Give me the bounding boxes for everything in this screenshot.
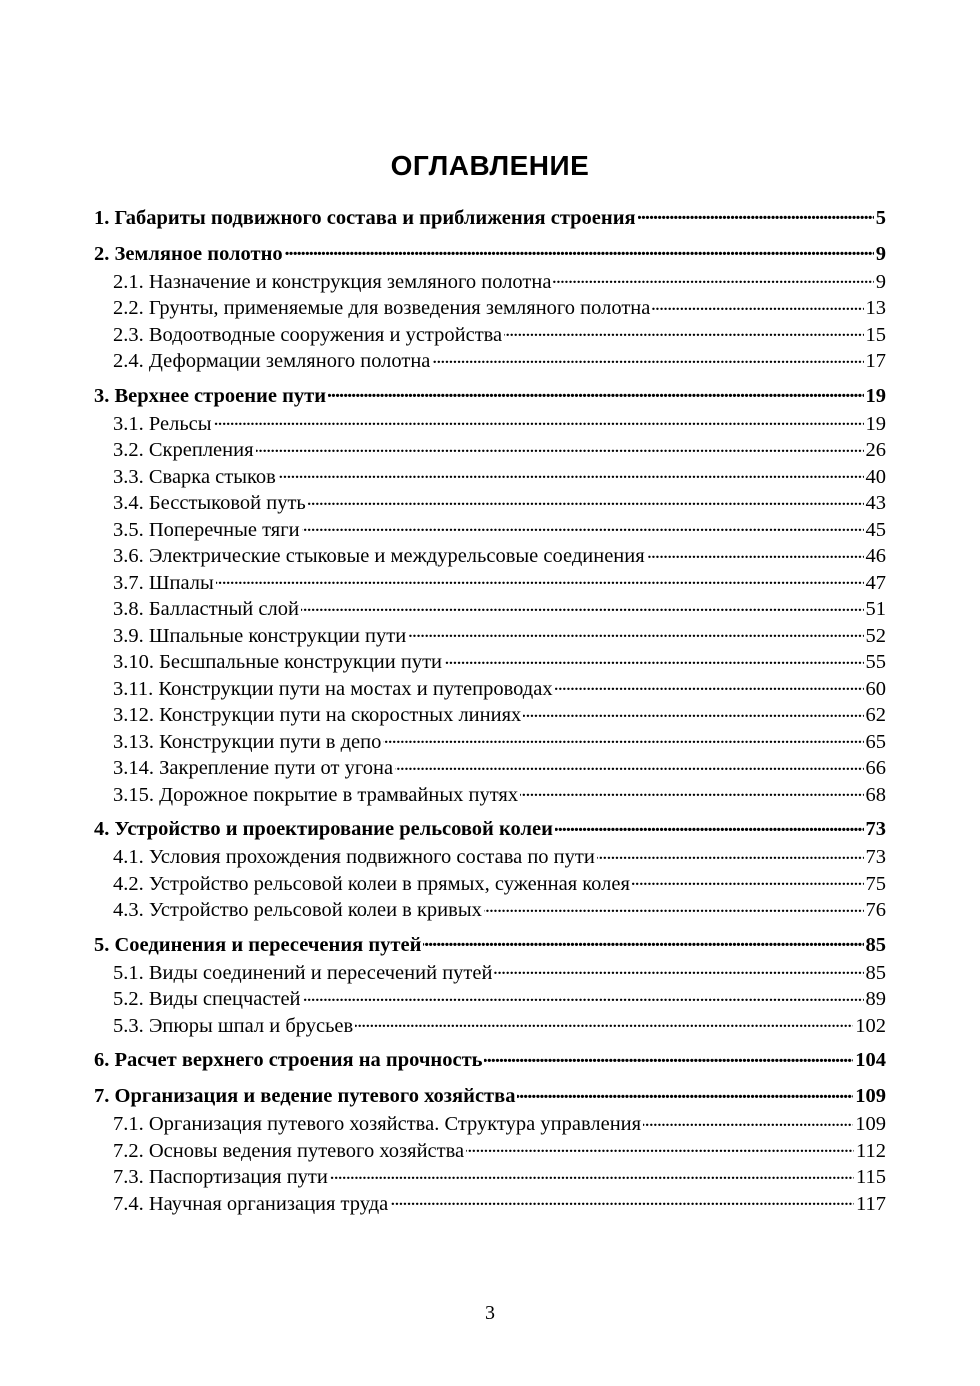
toc-page-number: 109	[855, 1113, 886, 1135]
toc-subsection-label: 3.9. Шпальные конструкции пути	[113, 624, 407, 647]
toc-page-number: 46	[865, 545, 886, 567]
toc-subsection-row[interactable]	[94, 462, 886, 489]
dot-leader	[214, 409, 864, 430]
toc-page-number: 9	[875, 242, 886, 265]
toc-page-number: 117	[856, 1192, 886, 1215]
toc-subsection-row[interactable]	[94, 701, 886, 728]
toc-subsection-row[interactable]	[94, 347, 886, 374]
toc-chapter-label: 4. Устройство и проектирование рельсовой колеи	[94, 818, 553, 840]
toc-subsection-row[interactable]	[94, 958, 886, 985]
toc-section-5	[94, 930, 886, 1038]
toc-chapter-row[interactable]	[94, 203, 886, 231]
toc-subsection-label: 7.4. Научная организация труда	[113, 1192, 389, 1215]
page-title: ОГЛАВЛЕНИЕ	[390, 150, 590, 181]
toc-subsection-label: 3.4. Бесстыковой путь	[113, 492, 306, 514]
toc-section-4	[94, 815, 886, 923]
dot-leader	[466, 1136, 854, 1157]
dot-leader	[303, 985, 864, 1006]
toc-page-number: 85	[865, 961, 886, 984]
toc-subsection-row[interactable]	[94, 843, 886, 870]
dot-leader	[390, 1189, 854, 1210]
toc-chapter-row[interactable]	[94, 239, 886, 267]
dot-leader	[520, 780, 863, 801]
toc-section-2	[94, 239, 886, 373]
toc-page-number: 13	[865, 297, 886, 319]
toc-page-number: 19	[865, 384, 886, 407]
table-of-contents	[94, 203, 886, 1224]
toc-chapter-label: 6. Расчет верхнего строения на прочность	[94, 1049, 483, 1071]
toc-page-number: 43	[865, 492, 886, 514]
toc-chapter-row[interactable]	[94, 815, 886, 843]
toc-subsection-row[interactable]	[94, 1136, 886, 1163]
toc-page-number: 89	[865, 988, 886, 1010]
dot-leader	[328, 381, 863, 402]
toc-chapter-row[interactable]	[94, 1046, 886, 1074]
toc-page-number: 85	[865, 933, 886, 956]
dot-leader	[308, 489, 864, 510]
toc-subsection-row[interactable]	[94, 489, 886, 516]
toc-subsection-row[interactable]	[94, 754, 886, 781]
toc-subsection-label: 7.2. Основы ведения путевого хозяйства	[113, 1139, 465, 1162]
toc-chapter-row[interactable]	[94, 930, 886, 958]
dot-leader	[517, 1082, 853, 1103]
toc-section-6	[94, 1046, 886, 1074]
toc-subsection-label: 5.2. Виды спецчастей	[113, 988, 301, 1010]
toc-page-number: 73	[865, 818, 886, 840]
toc-subsection-row[interactable]	[94, 985, 886, 1012]
toc-subsection-label: 3.13. Конструкции пути в депо	[113, 730, 382, 753]
toc-subsection-label: 5.1. Виды соединений и пересечений путей	[113, 961, 493, 984]
dot-leader	[484, 896, 864, 917]
toc-subsection-row[interactable]	[94, 1163, 886, 1190]
dot-leader	[555, 815, 864, 836]
dot-leader	[395, 754, 863, 775]
dot-leader	[652, 294, 863, 315]
toc-chapter-label: 1. Габариты подвижного состава и приближения строения	[94, 206, 636, 229]
toc-page-number: 5	[875, 206, 886, 229]
toc-subsection-row[interactable]	[94, 621, 886, 648]
toc-subsection-row[interactable]	[94, 515, 886, 542]
toc-page-number: 17	[865, 350, 886, 372]
dot-leader	[423, 930, 863, 951]
toc-subsection-row[interactable]	[94, 1011, 886, 1038]
toc-subsection-row[interactable]	[94, 294, 886, 321]
toc-subsection-label: 3.5. Поперечные тяги	[113, 518, 300, 541]
toc-page-number: 45	[865, 518, 886, 541]
dot-leader	[444, 648, 863, 669]
toc-subsection-label: 3.6. Электрические стыковые и междурельсовые соединения	[113, 545, 645, 567]
dot-leader	[632, 869, 864, 890]
dot-leader	[278, 462, 864, 483]
toc-page-number: 115	[856, 1166, 886, 1188]
toc-subsection-row[interactable]	[94, 320, 886, 347]
toc-subsection-label: 7.3. Паспортизация пути	[113, 1166, 328, 1188]
dot-leader	[256, 436, 864, 457]
toc-page-number: 47	[865, 571, 886, 594]
toc-subsection-row[interactable]	[94, 869, 886, 896]
toc-subsection-label: 5.3. Эпюры шпал и брусьев	[113, 1014, 354, 1037]
toc-subsection-row[interactable]	[94, 542, 886, 569]
toc-section-7	[94, 1082, 886, 1216]
toc-section-1	[94, 203, 886, 231]
toc-chapter-label: 3. Верхнее строение пути	[94, 384, 327, 407]
toc-page-number: 109	[855, 1085, 886, 1107]
dot-leader	[285, 239, 874, 260]
toc-page-number: 68	[865, 783, 886, 806]
toc-subsection-label: 2.2. Грунты, применяемые для возведения земляного полотна	[113, 297, 651, 319]
dot-leader	[330, 1163, 854, 1184]
dot-leader	[494, 958, 863, 979]
toc-page-number: 40	[865, 465, 886, 488]
toc-subsection-label: 4.3. Устройство рельсовой колеи в кривых	[113, 899, 482, 921]
toc-subsection-label: 3.7. Шпалы	[113, 571, 214, 594]
toc-subsection-label: 3.14. Закрепление пути от угона	[113, 757, 394, 779]
toc-page-number: 75	[865, 872, 886, 895]
toc-subsection-row[interactable]	[94, 409, 886, 436]
toc-page-number: 65	[865, 730, 886, 753]
toc-subsection-label: 3.8. Балластный слой	[113, 598, 299, 620]
dot-leader	[302, 515, 864, 536]
toc-subsection-label: 3.12. Конструкции пути на скоростных линиях	[113, 704, 522, 726]
toc-subsection-row[interactable]	[94, 436, 886, 463]
toc-page-number: 26	[865, 439, 886, 461]
toc-subsection-row[interactable]	[94, 595, 886, 622]
dot-leader	[597, 843, 864, 864]
toc-subsection-label: 3.15. Дорожное покрытие в трамвайных путях	[113, 783, 519, 806]
dot-leader	[355, 1011, 853, 1032]
dot-leader	[216, 568, 864, 589]
toc-subsection-label: 3.11. Конструкции пути на мостах и путепроводах	[113, 677, 553, 700]
page-number: 3	[485, 1302, 495, 1324]
toc-page-number: 52	[865, 624, 886, 647]
toc-page-number: 60	[865, 677, 886, 700]
toc-page-number: 102	[855, 1014, 886, 1037]
dot-leader	[638, 203, 874, 224]
toc-page-number: 73	[865, 846, 886, 868]
toc-chapter-label: 7. Организация и ведение путевого хозяйства	[94, 1085, 516, 1107]
dot-leader	[555, 674, 864, 695]
toc-subsection-row[interactable]	[94, 648, 886, 675]
toc-subsection-row[interactable]	[94, 674, 886, 701]
dot-leader	[504, 320, 863, 341]
toc-page-number: 55	[865, 651, 886, 673]
toc-page-number: 66	[865, 757, 886, 779]
toc-subsection-label: 2.1. Назначение и конструкция земляного полотна	[113, 270, 552, 293]
toc-subsection-row[interactable]	[94, 780, 886, 807]
dot-leader	[408, 621, 863, 642]
toc-subsection-label: 3.10. Бесшпальные конструкции пути	[113, 651, 443, 673]
dot-leader	[432, 347, 863, 368]
toc-chapter-label: 5. Соединения и пересечения путей	[94, 933, 422, 956]
toc-subsection-row[interactable]	[94, 1189, 886, 1216]
toc-subsection-label: 3.1. Рельсы	[113, 412, 212, 435]
dot-leader	[484, 1046, 853, 1067]
toc-subsection-row[interactable]	[94, 727, 886, 754]
dot-leader	[643, 1110, 853, 1131]
toc-subsection-row[interactable]	[94, 896, 886, 923]
toc-subsection-label: 2.3. Водоотводные сооружения и устройства	[113, 323, 503, 346]
toc-page-number: 62	[865, 704, 886, 726]
toc-subsection-row[interactable]	[94, 1110, 886, 1137]
toc-chapter-row[interactable]	[94, 381, 886, 409]
toc-page-number: 112	[856, 1139, 886, 1162]
dot-leader	[383, 727, 863, 748]
toc-page-number: 9	[875, 270, 886, 293]
toc-page-number: 19	[865, 412, 886, 435]
toc-page-number: 104	[855, 1049, 886, 1071]
toc-subsection-label: 3.2. Скрепления	[113, 439, 254, 461]
toc-subsection-label: 4.2. Устройство рельсовой колеи в прямых, суженная колея	[113, 872, 630, 895]
toc-subsection-label: 3.3. Сварка стыков	[113, 465, 276, 488]
toc-subsection-label: 2.4. Деформации земляного полотна	[113, 350, 431, 372]
dot-leader	[553, 267, 873, 288]
toc-page-number: 76	[865, 899, 886, 921]
toc-chapter-label: 2. Земляное полотно	[94, 242, 283, 265]
toc-subsection-row[interactable]	[94, 267, 886, 294]
toc-section-3	[94, 381, 886, 807]
dot-leader	[523, 701, 863, 722]
toc-chapter-row[interactable]	[94, 1082, 886, 1110]
toc-subsection-row[interactable]	[94, 568, 886, 595]
toc-subsection-label: 7.1. Организация путевого хозяйства. Структура управления	[113, 1113, 642, 1135]
toc-page-number: 15	[865, 323, 886, 346]
toc-subsection-label: 4.1. Условия прохождения подвижного состава по пути	[113, 846, 595, 868]
dot-leader	[301, 595, 864, 616]
toc-page-number: 51	[865, 598, 886, 620]
dot-leader	[647, 542, 864, 563]
